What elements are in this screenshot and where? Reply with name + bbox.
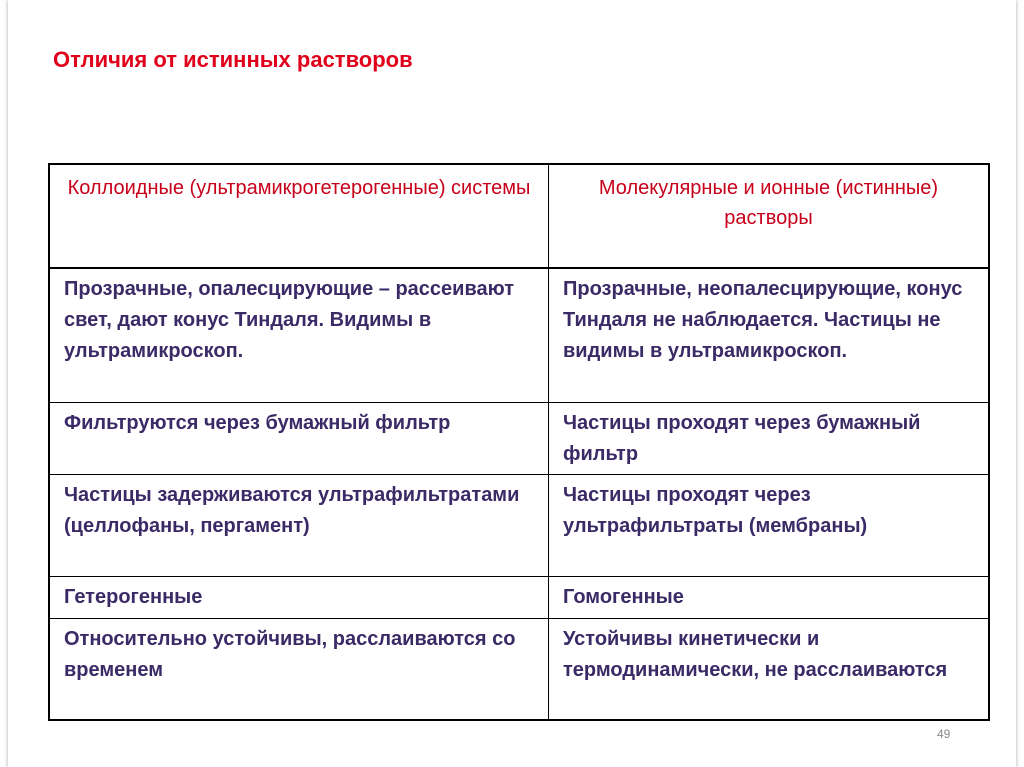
cell-colloid-optics: Прозрачные, опалесцирующие – рассеивают свет, дают конус Тиндаля. Видимы в ультрамикроскоп.	[49, 268, 549, 402]
header-colloid-systems: Коллоидные (ультрамикрогетерогенные) системы	[49, 164, 549, 268]
slide-title: Отличия от истинных растворов	[53, 47, 413, 72]
table-header-row	[49, 164, 989, 268]
cell-colloid-stability: Относительно устойчивы, расслаиваются со временем	[49, 618, 549, 720]
comparison-table	[48, 163, 990, 721]
table-row	[49, 402, 989, 474]
cell-solution-ultrafilter: Частицы проходят через ультрафильтраты (мембраны)	[549, 474, 990, 576]
cell-colloid-ultrafilter: Частицы задерживаются ультрафильтратами (целлофаны, пергамент)	[49, 474, 549, 576]
table-row	[49, 268, 989, 402]
cell-colloid-paper-filter: Фильтруются через бумажный фильтр	[49, 402, 549, 474]
cell-colloid-phase: Гетерогенные	[49, 576, 549, 618]
page-number: 49	[937, 727, 951, 741]
table-row	[49, 576, 989, 618]
cell-solution-phase: Гомогенные	[549, 576, 990, 618]
slide-frame	[8, 0, 1016, 767]
cell-solution-optics: Прозрачные, неопалесцирующие, конус Тиндаля не наблюдается. Частицы не видимы в ультрамикроскоп.	[549, 268, 990, 402]
table-row	[49, 474, 989, 576]
table-row	[49, 618, 989, 720]
header-true-solutions: Молекулярные и ионные (истинные) растворы	[549, 164, 990, 268]
comparison-table-container	[48, 163, 990, 721]
cell-solution-stability: Устойчивы кинетически и термодинамически, не расслаиваются	[549, 618, 990, 720]
cell-solution-paper-filter: Частицы проходят через бумажный фильтр	[549, 402, 990, 474]
